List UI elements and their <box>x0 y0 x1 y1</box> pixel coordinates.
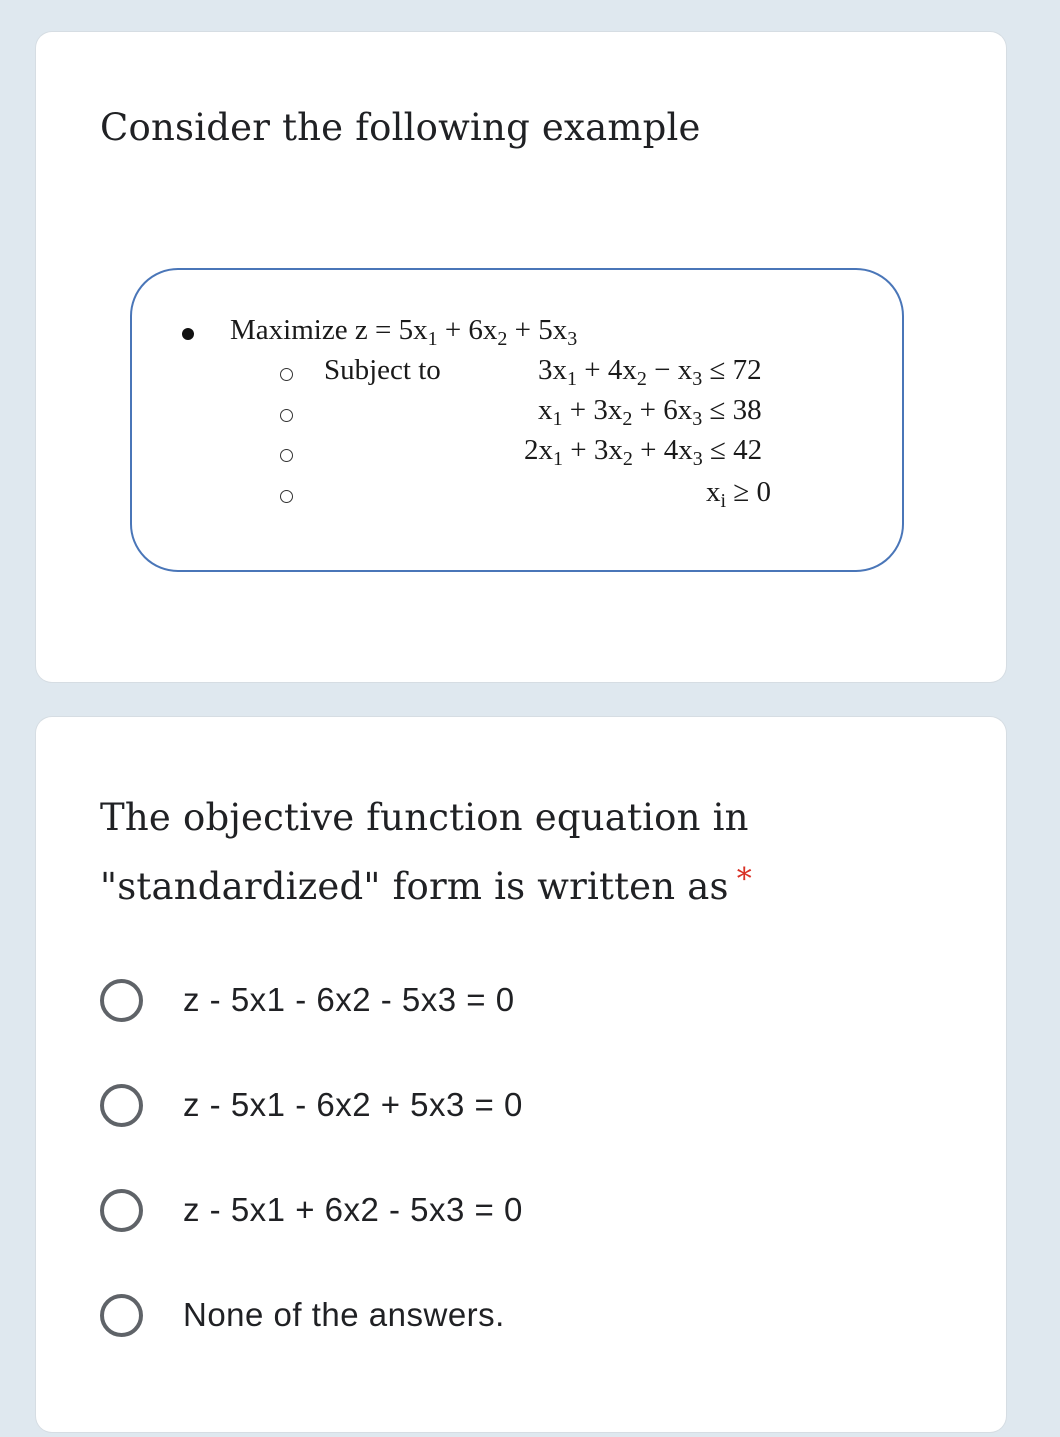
bullet-icon <box>182 328 194 340</box>
sub-bullet-icon <box>280 449 293 462</box>
required-asterisk: * <box>736 862 752 897</box>
question-text: The objective function equation in "standardized" form is written as <box>100 796 749 908</box>
option-label: z - 5x1 - 6x2 + 5x3 = 0 <box>183 1086 523 1123</box>
radio-button-icon[interactable] <box>100 1189 143 1232</box>
section-title: Consider the following example <box>100 106 701 149</box>
option-3[interactable] <box>100 1180 523 1240</box>
section-card <box>36 32 1006 682</box>
sub-bullet-icon <box>280 368 293 381</box>
question-title <box>100 787 960 918</box>
objective-line: Maximize $z = 5x_1 + 6x_2 + 5x_3$ <box>230 314 578 350</box>
sub-bullet-icon <box>280 490 293 503</box>
constraint-4: $x_i \ge 0$ <box>706 476 771 512</box>
constraint-2: $x_1 + 3x_2 + 6x_3 \le 38$ <box>538 394 762 430</box>
option-label: z - 5x1 + 6x2 - 5x3 = 0 <box>183 1191 523 1228</box>
objective-prefix: Maximize z = <box>230 314 399 346</box>
option-4[interactable] <box>100 1285 505 1345</box>
question-card <box>36 717 1006 1432</box>
problem-image <box>130 268 904 572</box>
radio-button-icon[interactable] <box>100 1294 143 1337</box>
option-label: z - 5x1 - 6x2 - 5x3 = 0 <box>183 981 515 1018</box>
option-label: None of the answers. <box>183 1296 505 1333</box>
subject-to-label: Subject to <box>324 354 441 386</box>
option-1[interactable] <box>100 970 515 1030</box>
option-2[interactable] <box>100 1075 523 1135</box>
sub-bullet-icon <box>280 409 293 422</box>
constraint-1: $3x_1 + 4x_2 - x_3 \le 72$ <box>538 354 762 390</box>
radio-button-icon[interactable] <box>100 979 143 1022</box>
radio-button-icon[interactable] <box>100 1084 143 1127</box>
constraint-3: $2x_1 + 3x_2 + 4x_3 \le 42$ <box>524 434 763 470</box>
